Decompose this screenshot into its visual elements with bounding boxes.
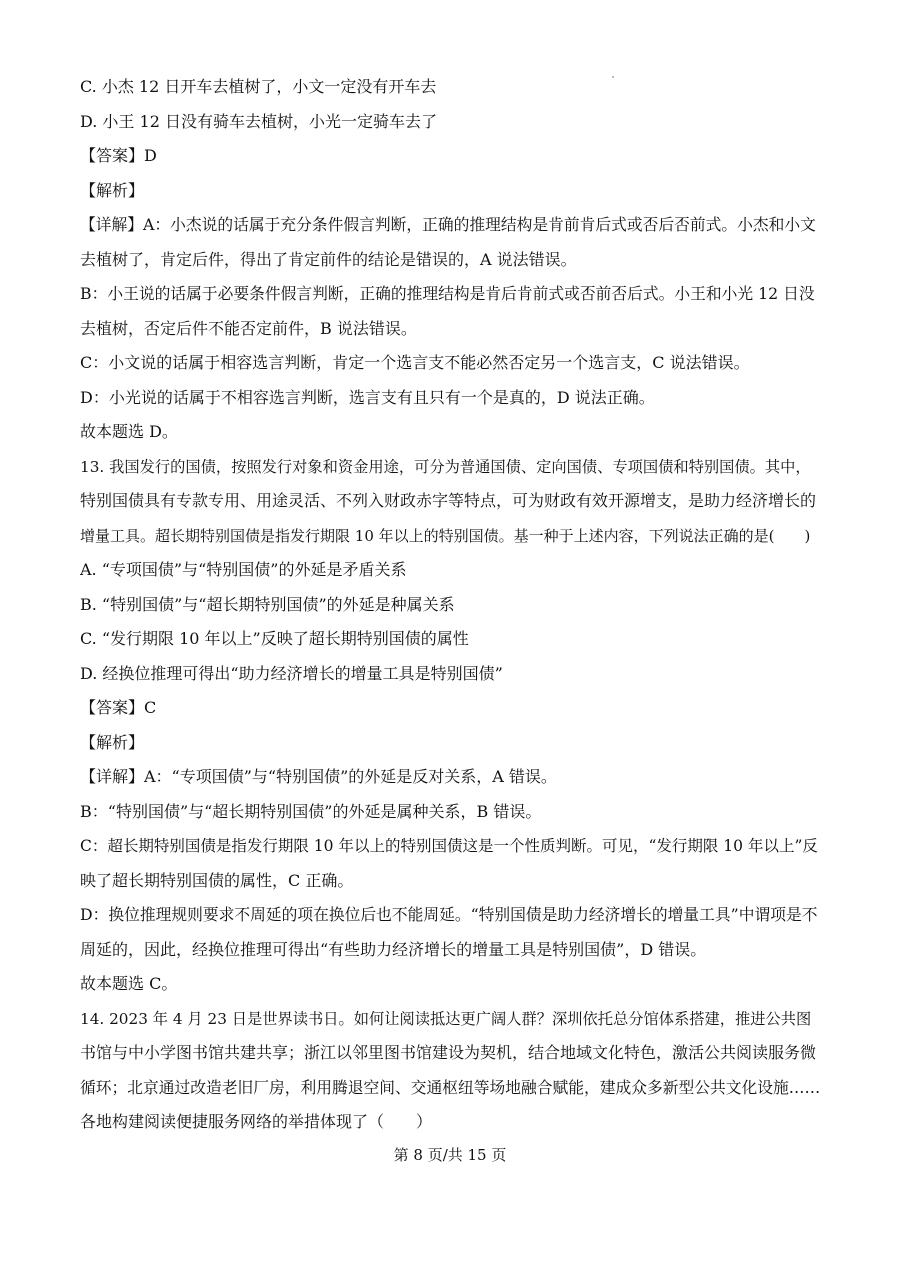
text-line: 【解析】 <box>80 180 145 200</box>
text-line: 故本题选 D。 <box>80 422 178 441</box>
text-line: 14. 2023 年 4 月 23 日是世界读书日。如何让阅读抵达更广阔人群？深圳依托总分馆体系搭建，推进公共图 <box>80 1009 812 1028</box>
text-line: C：小文说的话属于相容选言判断，肯定一个选言支不能必然否定另一个选言支，C 说法错误。 <box>80 353 750 372</box>
text-line: 【详解】A：小杰说的话属于充分条件假言判断，正确的推理结构是肯前肯后式或否后否前式。小杰和小文 <box>80 215 816 234</box>
text-line: 【详解】A：“专项国债”与“特别国债”的外延是反对关系，A 错误。 <box>80 767 557 786</box>
text-line: D：小光说的话属于不相容选言判断，选言支有且只有一个是真的，D 说法正确。 <box>80 387 655 407</box>
text-line: 【解析】 <box>80 732 145 752</box>
text-line: 增量工具。超长期特别国债是指发行期限 10 年以上的特别国债。基一种于上述内容，下列说法正确的是( ) <box>80 526 811 545</box>
text-line: 循环；北京通过改造老旧厂房，利用腾退空间、交通枢纽等场地融合赋能，建成众多新型公共文化设施…… <box>80 1077 820 1097</box>
text-line: B. “特别国债”与“超长期特别国债”的外延是种属关系 <box>80 594 455 614</box>
text-line: C. 小杰 12 日开车去植树了，小文一定没有开车去 <box>80 77 437 96</box>
text-line: 书馆与中小学图书馆共建共享；浙江以邻里图书馆建设为契机，结合地域文化特色，激活公共阅读服务微 <box>80 1043 817 1062</box>
text-line: B：“特别国债”与“超长期特别国债”的外延是属种关系，B 错误。 <box>80 801 542 821</box>
page-body <box>80 70 820 1140</box>
text-line: 特别国债具有专款专用、用途灵活、不列入财政赤字等特点，可为财政有效开源增支，是助力经济增长的 <box>80 491 817 510</box>
text-line: 【答案】D <box>80 146 157 165</box>
text-line: 故本题选 C。 <box>80 974 178 993</box>
text-line: 去植树，否定后件不能否定前件，B 说法错误。 <box>80 318 417 338</box>
page-footer: 第 8 页/共 15 页 <box>393 1146 507 1164</box>
text-line: 13. 我国发行的国债，按照发行对象和资金用途，可分为普通国债、定向国债、专项国债和特别国债。其中， <box>80 457 811 476</box>
text-line: A. “专项国债”与“特别国债”的外延是矛盾关系 <box>80 560 407 579</box>
text-line: 去植树了，肯定后件，得出了肯定前件的结论是错误的，A 说法错误。 <box>80 249 577 269</box>
text-line: 映了超长期特别国债的属性，C 正确。 <box>80 870 354 890</box>
text-line: D. 经换位推理可得出“助力经济增长的增量工具是特别国债” <box>80 663 503 683</box>
text-line: C：超长期特别国债是指发行期限 10 年以上的特别国债这是一个性质判断。可见，“发行期限 10 年以上”反 <box>80 837 818 855</box>
text-line: B：小王说的话属于必要条件假言判断，正确的推理结构是肯后肯前式或否前否后式。小王和小光 12 日没 <box>80 284 815 303</box>
text-line: D：换位推理规则要求不周延的项在换位后也不能周延。“特别国债是助力经济增长的增量工具”中谓项是不 <box>80 905 818 924</box>
text-line: 【答案】C <box>80 698 157 717</box>
text-line: C. “发行期限 10 年以上”反映了超长期特别国债的属性 <box>80 629 469 648</box>
text-line: D. 小王 12 日没有骑车去植树，小光一定骑车去了 <box>80 111 437 131</box>
text-line: 周延的，因此，经换位推理可得出“有些助力经济增长的增量工具是特别国债”，D 错误。 <box>80 939 707 959</box>
text-line: 各地构建阅读便捷服务网络的举措体现了（ ） <box>80 1112 433 1131</box>
